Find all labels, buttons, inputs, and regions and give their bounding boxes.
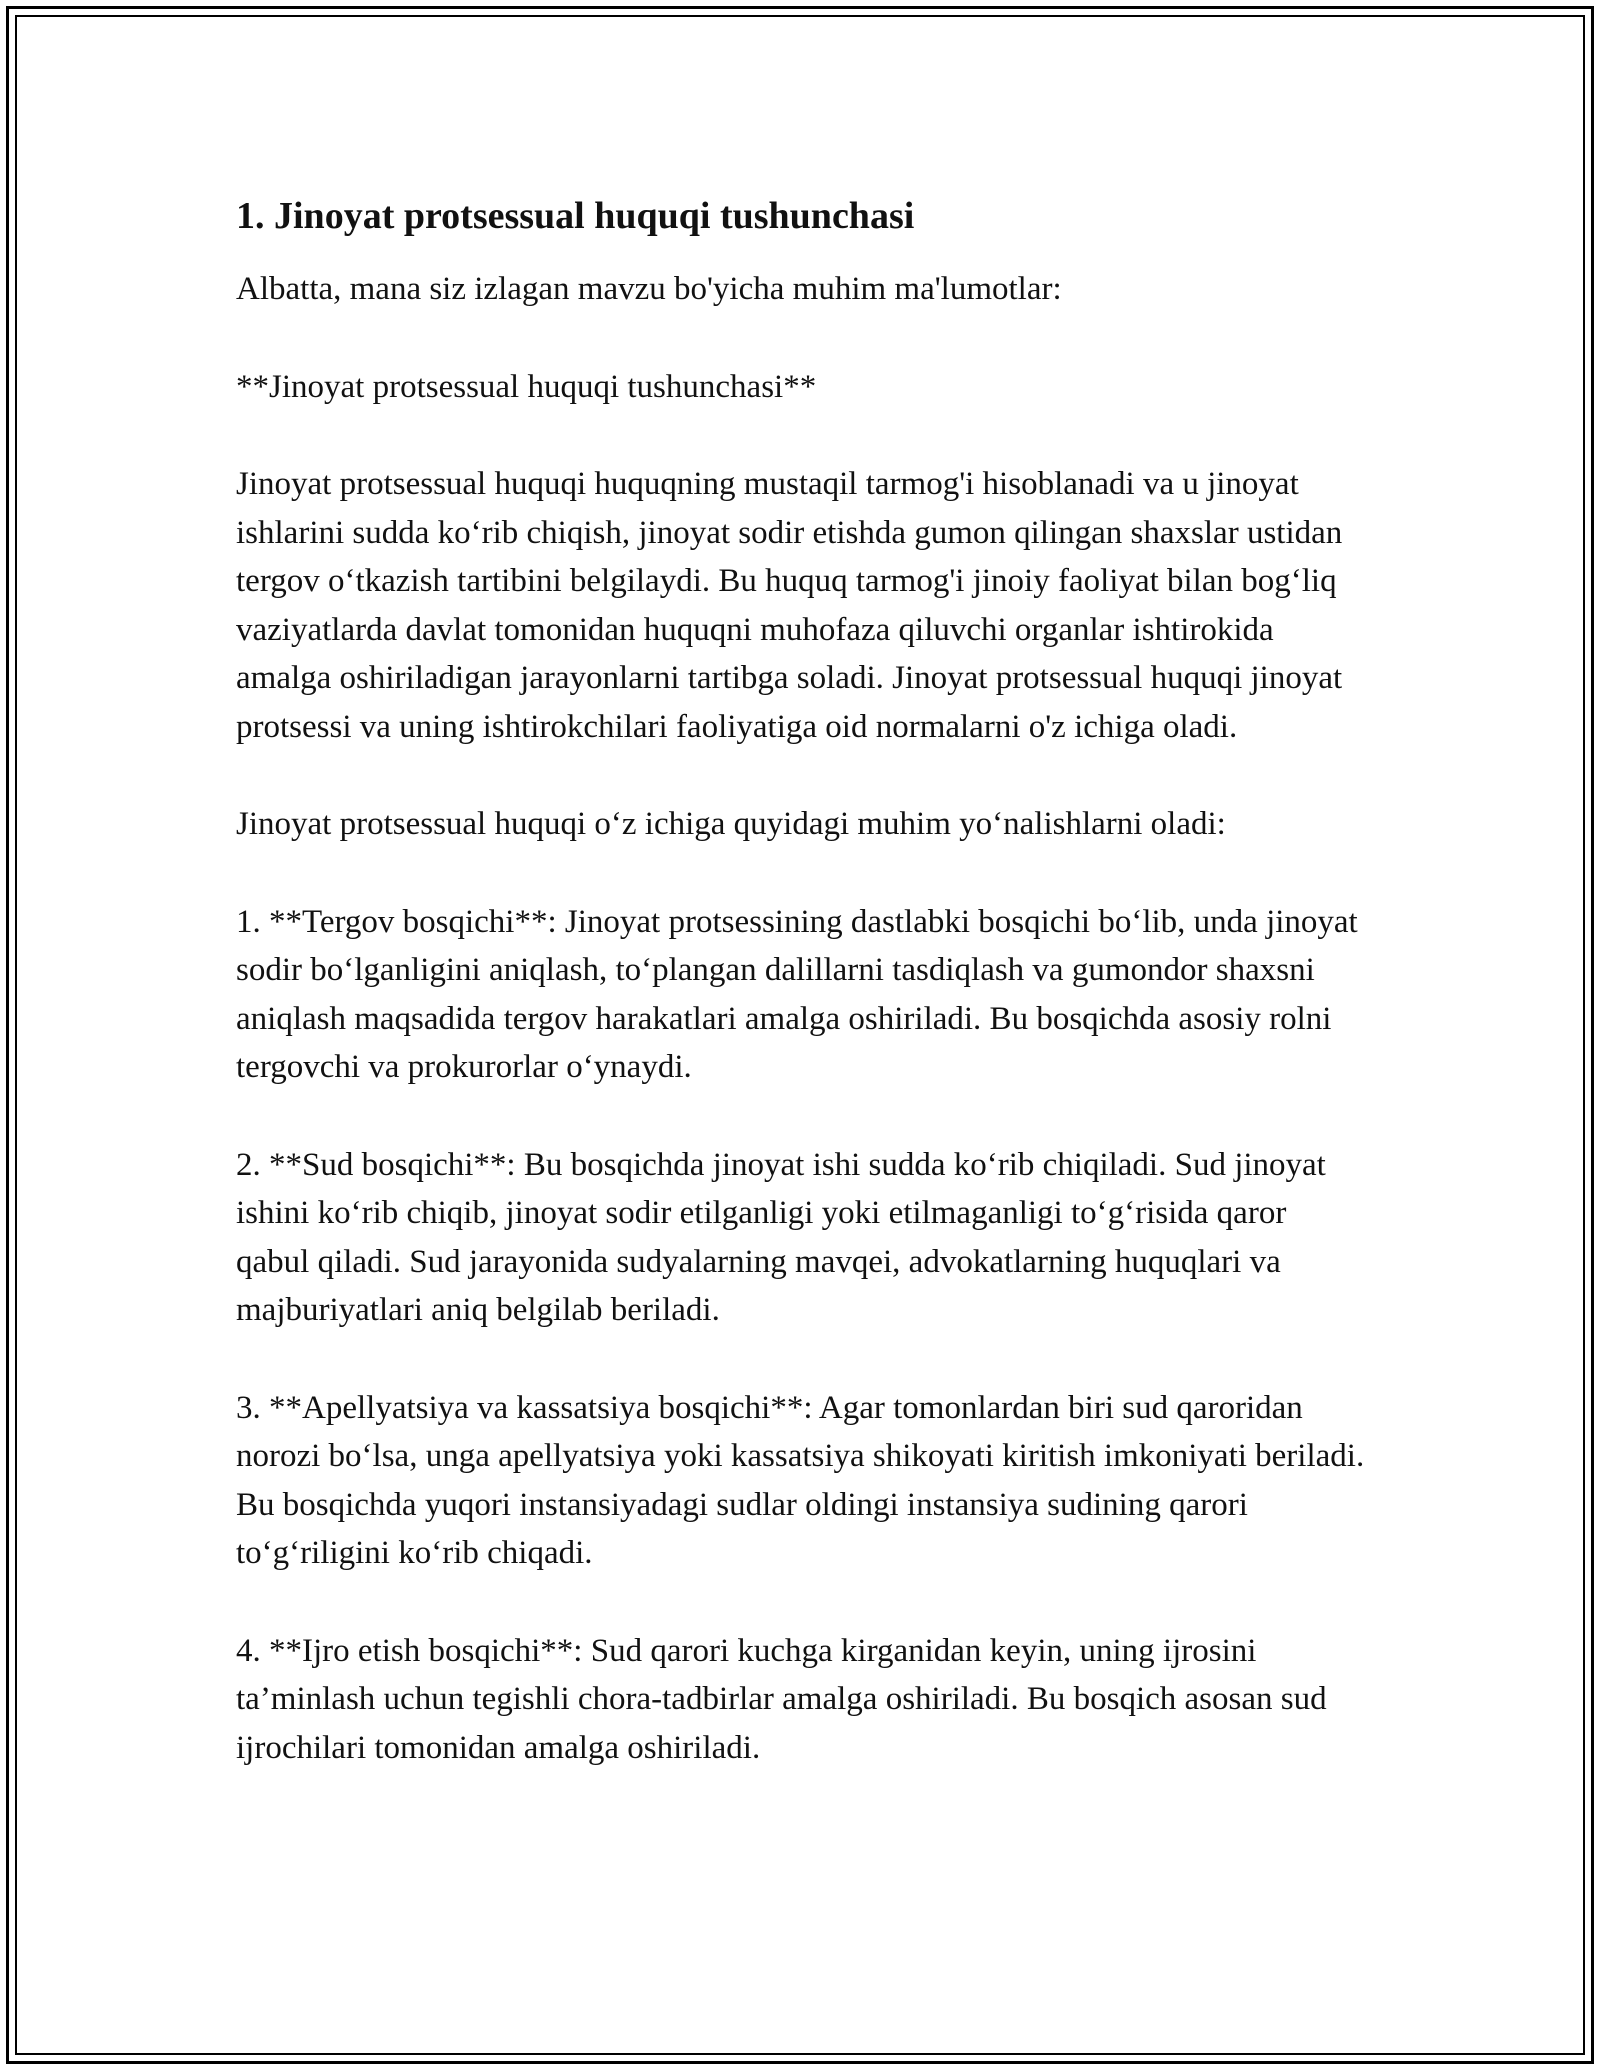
document-heading: 1. Jinoyat protsessual huquqi tushunchasi [236, 195, 915, 237]
subtitle-paragraph: **Jinoyat protsessual huquqi tushunchasi** [236, 368, 817, 405]
list-item-sud: 2. **Sud bosqichi**: Bu bosqichda jinoyat ishi sudda ko‘rib chiqiladi. Sud jinoyat ishini ko‘rib chiqib, jinoyat sodir etilganligi yoki etilmaganligi to‘g‘risida qaror qabul qiladi. Sud jarayonida sudyalarning mavqei, advokatlarning huquqlari va majburiyatlari aniq belgilab beriladi. [236, 1146, 1326, 1328]
list-item-tergov: 1. **Tergov bosqichi**: Jinoyat protsessining dastlabki bosqichi bo‘lib, unda jinoyat sodir bo‘lganligini aniqlash, to‘plangan dalillarni tasdiqlash va gumondor shaxsni aniqlash maqsadida tergov harakatlari amalga oshiriladi. Bu bosqichda asosiy rolni tergovchi va prokurorlar o‘ynaydi. [236, 903, 1358, 1085]
list-item-apellyatsiya: 3. **Apellyatsiya va kassatsiya bosqichi**: Agar tomonlardan biri sud qaroridan norozi bo‘lsa, unga apellyatsiya yoki kassatsiya shikoyati kiritish imkoniyati beriladi. Bu bosqichda yuqori instansiyadagi sudlar oldingi instansiya sudining qarori to‘g‘riligini ko‘rib chiqadi. [236, 1389, 1365, 1571]
definition-paragraph: Jinoyat protsessual huquqi huquqning mustaqil tarmog'i hisoblanadi va u jinoyat ishlarini sudda ko‘rib chiqish, jinoyat sodir etishda gumon qilingan shaxslar ustidan tergov o‘tkazish tartibini belgilaydi. Bu huquq tarmog'i jinoiy faoliyat bilan bog‘liq vaziyatlarda davlat tomonidan huquqni muhofaza qiluvchi organlar ishtirokida amalga oshiriladigan jarayonlarni tartibga soladi. Jinoyat protsessual huquqi jinoyat protsessi va uning ishtirokchilari faoliyatiga oid normalarni o'z ichiga oladi. [236, 466, 1343, 745]
intro-paragraph: Albatta, mana siz izlagan mavzu bo'yicha muhim ma'lumotlar: [236, 271, 1062, 307]
directions-intro-paragraph: Jinoyat protsessual huquqi o‘z ichiga quyidagi muhim yo‘nalishlarni oladi: [236, 806, 1226, 842]
document-body [236, 188, 1366, 1821]
list-item-ijro: 4. **Ijro etish bosqichi**: Sud qarori kuchga kirganidan keyin, uning ijrosini ta’minlash uchun tegishli chora-tadbirlar amalga oshiriladi. Bu bosqich asosan sud ijrochilari tomonidan amalga oshiriladi. [236, 1632, 1327, 1766]
